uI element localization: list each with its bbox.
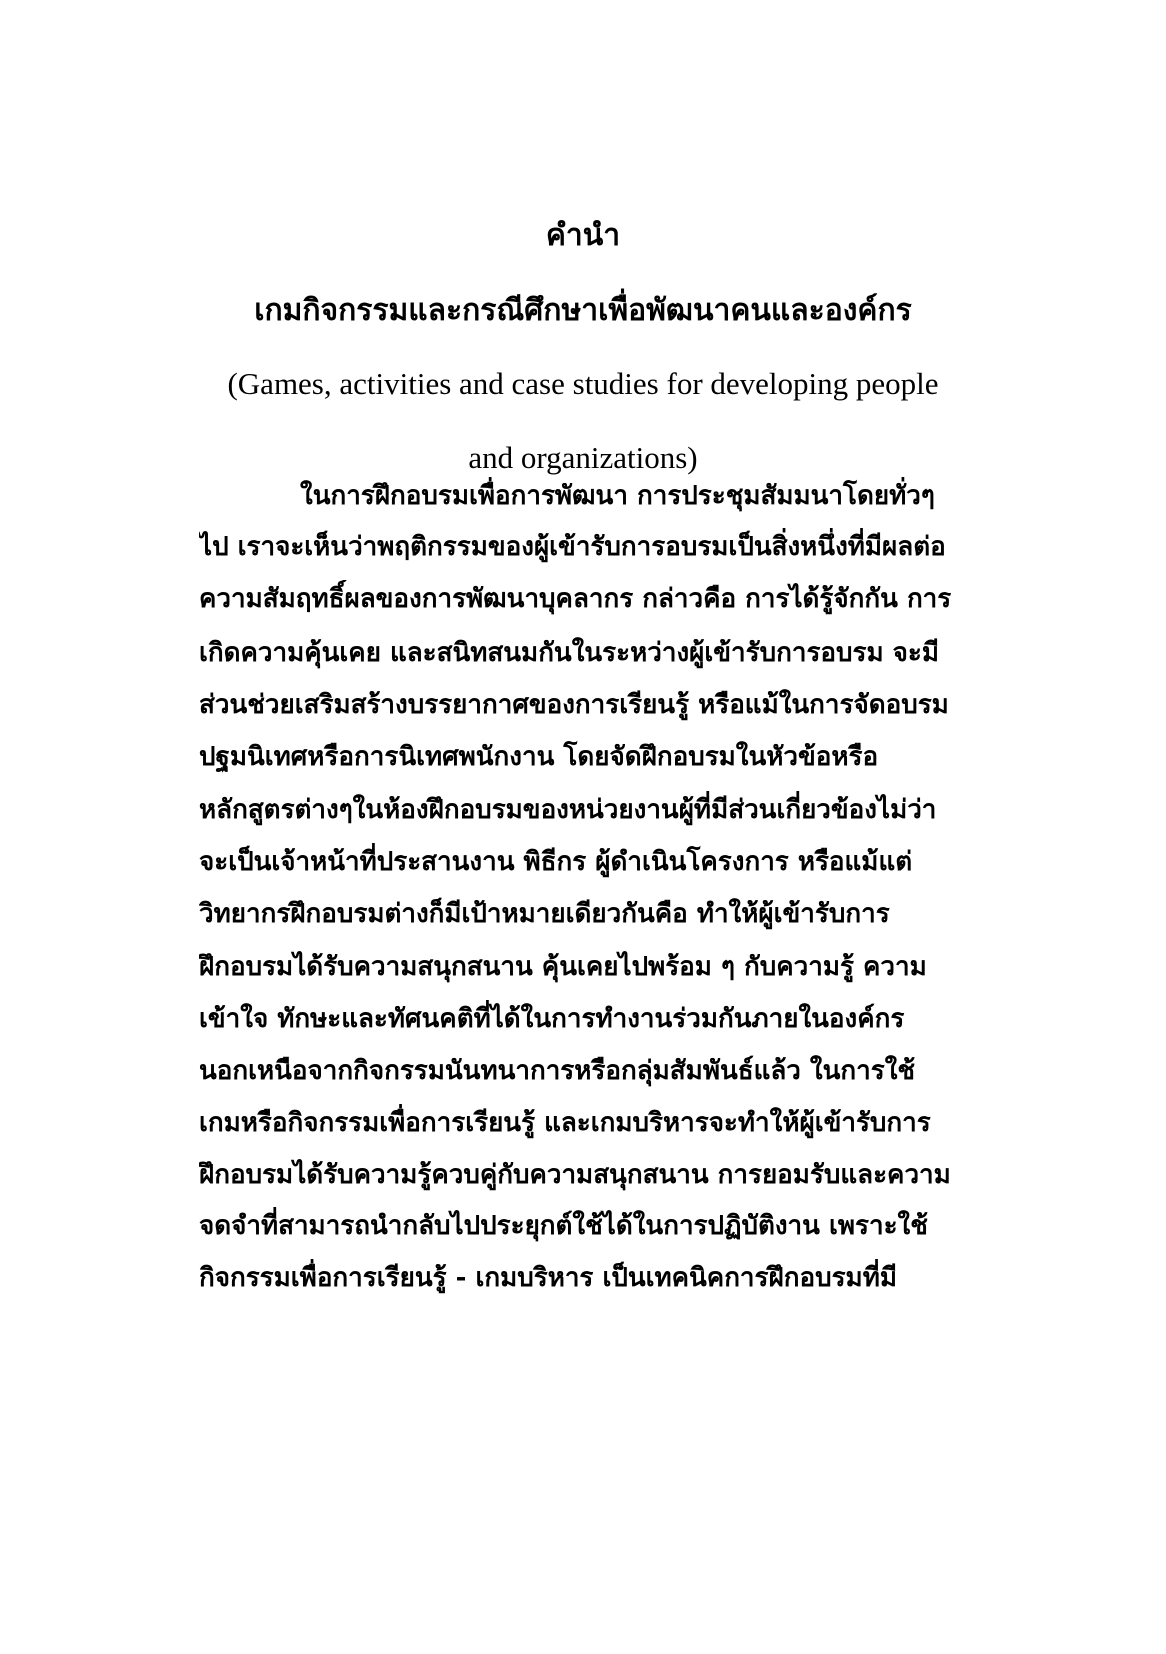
body-line: ไป เราจะเห็นว่าพฤติกรรมของผู้เข้ารับการอบรมเป็นสิ่งหนึ่งที่มีผลต่อ (199, 532, 946, 562)
thai-subtitle: เกมกิจกรรมและกรณีศึกษาเพื่อพัฒนาคนและองค์กร (254, 293, 912, 328)
english-subtitle-line-2: and organizations) (468, 440, 698, 475)
body-line: เข้าใจ ทักษะและทัศนคติที่ได้ในการทำงานร่วมกันภายในองค์กร (199, 1004, 905, 1034)
body-line: ในการฝึกอบรมเพื่อการพัฒนา การประชุมสัมมนาโดยทั่วๆ (300, 481, 935, 511)
body-line: วิทยากรฝึกอบรมต่างก็มีเป้าหมายเดียวกันคือ ทำให้ผู้เข้ารับการ (199, 899, 890, 929)
body-line: จดจำที่สามารถนำกลับไปประยุกต์ใช้ได้ในการปฏิบัติงาน เพราะใช้ (199, 1211, 928, 1241)
body-line: หลักสูตรต่างๆในห้องฝึกอบรมของหน่วยงานผู้ที่มีส่วนเกี่ยวข้องไม่ว่า (199, 795, 937, 825)
page-title: คำนำ (545, 218, 621, 253)
body-line: เกิดความคุ้นเคย และสนิทสนมกันในระหว่างผู้เข้ารับการอบรม จะมี (199, 638, 940, 668)
body-line: เกมหรือกิจกรรมเพื่อการเรียนรู้ และเกมบริหารจะทำให้ผู้เข้ารับการ (199, 1108, 931, 1138)
body-line: นอกเหนือจากกิจกรรมนันทนาการหรือกลุ่มสัมพันธ์แล้ว ในการใช้ (199, 1056, 916, 1086)
english-subtitle-line-1: (Games, activities and case studies for developing people (227, 366, 939, 401)
body-line: ความสัมฤทธิ์ผลของการพัฒนาบุคลากร กล่าวคือ การได้รู้จักกัน การ (199, 584, 952, 614)
body-line: จะเป็นเจ้าหน้าที่ประสานงาน พิธีกร ผู้ดำเนินโครงการ หรือแม้แต่ (199, 847, 913, 877)
body-line: ฝึกอบรมได้รับความสนุกสนาน คุ้นเคยไปพร้อม ๆ กับความรู้ ความ (199, 952, 927, 982)
body-line: กิจกรรมเพื่อการเรียนรู้ - เกมบริหาร เป็นเทคนิคการฝึกอบรมที่มี (199, 1263, 897, 1293)
body-line: ส่วนช่วยเสริมสร้างบรรยากาศของการเรียนรู้ หรือแม้ในการจัดอบรม (199, 690, 949, 720)
body-line: ฝึกอบรมได้รับความรู้ควบคู่กับความสนุกสนาน การยอมรับและความ (199, 1160, 951, 1190)
body-line: ปฐมนิเทศหรือการนิเทศพนักงาน โดยจัดฝึกอบรมในหัวข้อหรือ (199, 742, 879, 772)
